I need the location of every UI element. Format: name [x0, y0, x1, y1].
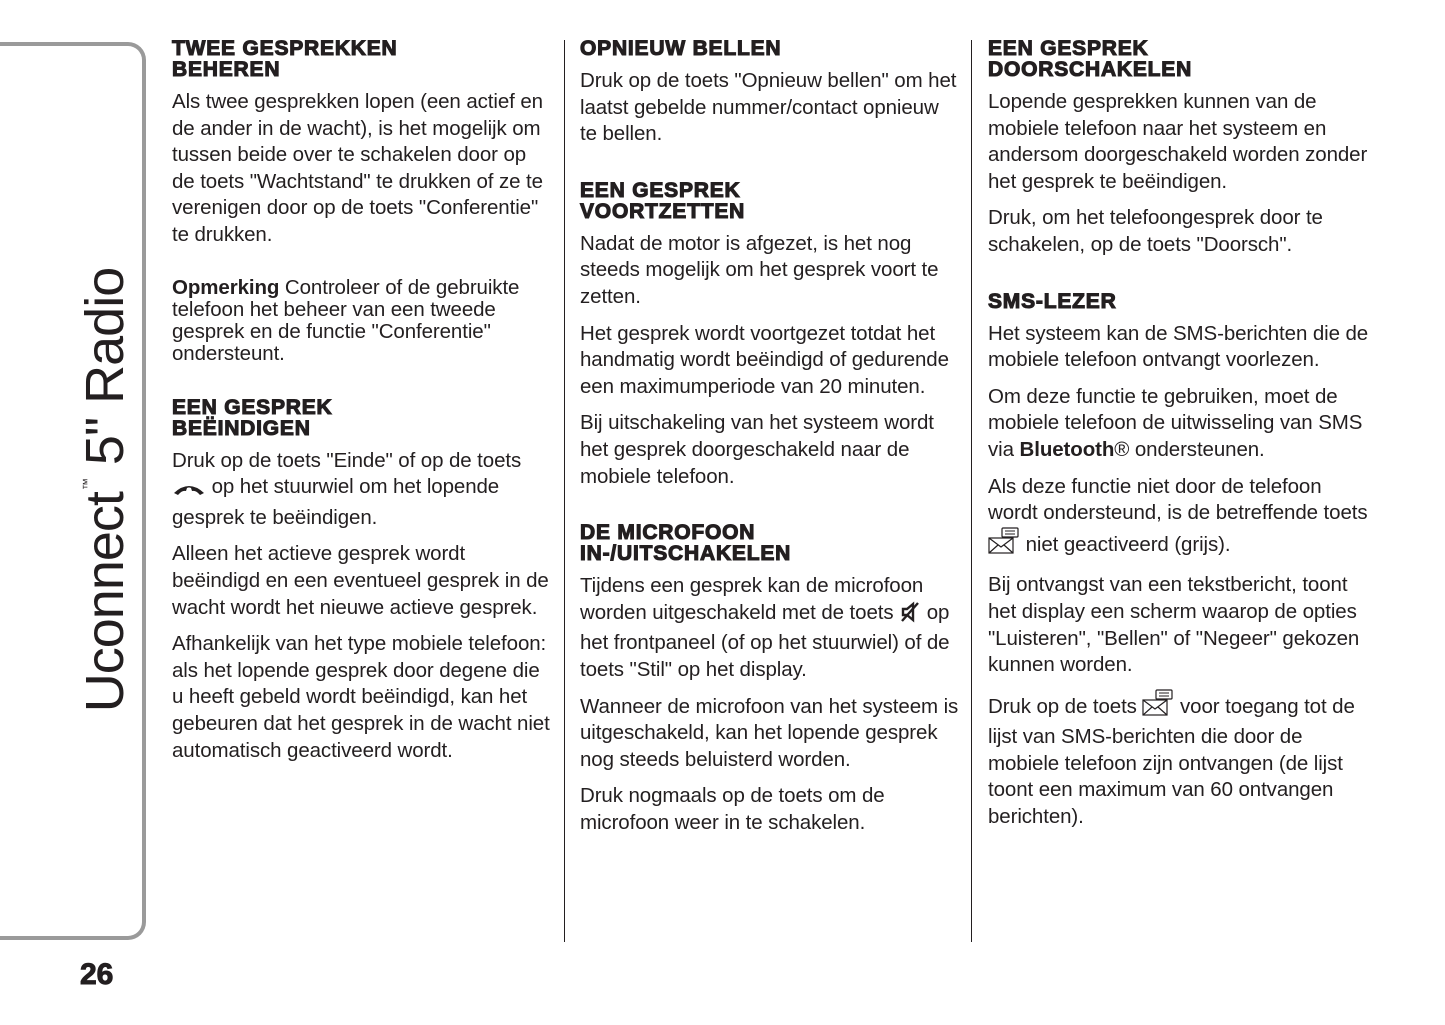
text: Druk op de toets "Einde" of op de toets	[172, 448, 522, 472]
paragraph	[988, 321, 1373, 374]
column-1	[172, 38, 552, 774]
heading-een-gesprek-voortzetten	[580, 180, 960, 222]
column-divider	[564, 40, 565, 942]
text: Druk, om het telefoongesprek door te schakelen, op de toets "Doorsch".	[988, 206, 1323, 256]
paragraph	[988, 384, 1373, 464]
paragraph	[988, 689, 1373, 831]
sms-envelope-icon	[988, 527, 1020, 563]
text: Lopende gesprekken kunnen van de mobiele telefoon naar het systeem en andersom doorgeschakeld worden zonder het gesprek te beëindigen.	[988, 90, 1368, 193]
text: Nadat de motor is afgezet, is het nog steeds mogelijk om het gesprek voort te zetten.	[580, 231, 939, 308]
text: Tijdens een gesprek kan de microfoon worden uitgeschakeld met de toets	[580, 574, 924, 624]
chapter-title	[74, 268, 136, 712]
heading-line: EEN GESPREK	[580, 178, 741, 202]
text: Controleer of de gebruikte telefoon het beheer van een tweede gesprek en de functie "Conferentie" ondersteunt.	[172, 275, 520, 365]
heading-een-gesprek-beeindigen	[172, 397, 552, 439]
text: niet geactiveerd (grijs).	[1020, 532, 1231, 556]
paragraph	[580, 68, 960, 148]
heading-line: DOORSCHAKELEN	[988, 58, 1193, 81]
text: Bij ontvangst van een tekstbericht, toont het display een scherm waarop de opties "Luisteren", "Bellen" of "Negeer" gekozen kunnen worden.	[988, 573, 1360, 677]
heading-line: EEN GESPREK	[988, 37, 1149, 60]
text: op het frontpaneel (of op het stuurwiel) of de toets "Stil" op het display.	[580, 600, 950, 681]
paragraph	[988, 572, 1373, 678]
microphone-mute-icon	[899, 601, 921, 631]
heading-line: BEHEREN	[172, 58, 281, 81]
paragraph	[172, 631, 552, 764]
text: Als deze functie niet door de telefoon wordt ondersteund, is de betreffende toets	[988, 474, 1368, 525]
heading-line: TWEE GESPREKKEN	[172, 37, 398, 60]
text: ® ondersteunen.	[1114, 437, 1265, 461]
heading-line: IN-/UITSCHAKELEN	[580, 542, 792, 566]
sms-envelope-icon	[1142, 689, 1174, 725]
paragraph	[580, 694, 960, 774]
chapter-title-brand: Uconnect	[75, 492, 135, 713]
paragraph	[580, 573, 960, 683]
paragraph	[988, 205, 1373, 258]
text: Om deze functie te gebruiken, moet de mobiele telefoon de uitwisseling van SMS via	[988, 384, 1363, 461]
text: Druk op de toets	[988, 694, 1143, 718]
column-divider	[971, 40, 972, 942]
paragraph	[988, 474, 1373, 563]
bold-text: Opmerking	[172, 275, 280, 299]
text: Druk op de toets "Opnieuw bellen" om het laatst gebelde nummer/contact opnieuw te bellen.	[580, 69, 957, 146]
text: voor toegang tot de lijst van SMS-berichten die door de mobiele telefoon zijn ontvangen (de lijst toont een maximum van 60 ontvangen berichten).	[988, 694, 1355, 829]
text: Het gesprek wordt voortgezet totdat het handmatig wordt beëindigd of gedurende een maximumperiode van 20 minuten.	[580, 321, 949, 398]
heading-line: VOORTZETTEN	[580, 199, 746, 223]
heading-line: DE MICROFOON	[580, 521, 756, 545]
paragraph	[580, 321, 960, 401]
heading-line: OPNIEUW BELLEN	[580, 37, 782, 60]
chapter-title-subtitle: 5" Radio	[75, 267, 135, 466]
phone-hangup-icon	[172, 478, 206, 505]
heading-line: EEN GESPREK	[172, 395, 333, 419]
heading-sms-lezer	[988, 291, 1373, 312]
column-3	[988, 38, 1373, 841]
text: Wanneer de microfoon van het systeem is uitgeschakeld, kan het lopende gesprek nog steeds beluisterd worden.	[580, 694, 959, 771]
paragraph	[988, 89, 1373, 195]
paragraph	[172, 541, 552, 621]
trademark: ™	[80, 479, 94, 491]
heading-line: SMS-LEZER	[988, 289, 1117, 313]
paragraph	[580, 231, 960, 311]
text: Het systeem kan de SMS-berichten die de mobiele telefoon ontvangt voorlezen.	[988, 321, 1369, 372]
text: Bij uitschakeling van het systeem wordt het gesprek doorgeschakeld naar de mobiele telefoon.	[580, 411, 934, 488]
page-number: 26	[80, 958, 114, 991]
text: op het stuurwiel om het lopende gesprek te beëindigen.	[172, 475, 500, 529]
heading-de-microfoon-in-uitschakelen	[580, 522, 960, 564]
heading-line: BEËINDIGEN	[172, 416, 311, 440]
paragraph	[172, 277, 552, 365]
heading-een-gesprek-doorschakelen	[988, 38, 1373, 80]
text: Alleen het actieve gesprek wordt beëindigd en een eventueel gesprek in de wacht wordt het nieuwe actieve gesprek.	[172, 542, 549, 619]
heading-twee-gesprekken-beheren	[172, 38, 552, 80]
bold-text: Bluetooth	[1019, 437, 1115, 461]
paragraph	[580, 410, 960, 490]
column-2	[580, 38, 960, 846]
paragraph	[172, 448, 552, 532]
heading-opnieuw-bellen	[580, 38, 960, 59]
text: Afhankelijk van het type mobiele telefoon: als het lopende gesprek door degene die u heeft gebeld wordt beëindigd, kan het gebeuren dat het gesprek in de wacht niet automatisch geactiveerd wordt.	[172, 632, 550, 762]
text: Als twee gesprekken lopen (een actief en de ander in de wacht), is het mogelijk om tussen beide over te schakelen door op de toets "Wachtstand" te drukken of ze te verenigen door op de toets "Conferentie" te drukken.	[172, 90, 543, 246]
text: Druk nogmaals op de toets om de microfoon weer in te schakelen.	[580, 784, 885, 834]
paragraph	[172, 89, 552, 249]
paragraph	[580, 783, 960, 836]
